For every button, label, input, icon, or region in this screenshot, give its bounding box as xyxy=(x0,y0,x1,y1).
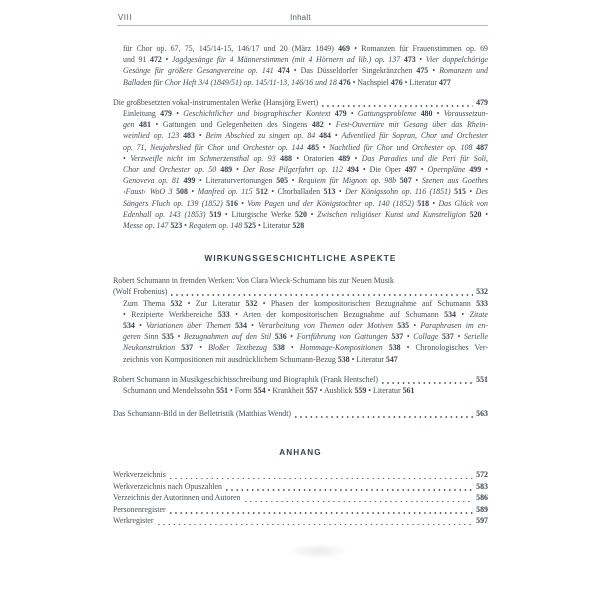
toc-entry xyxy=(113,408,488,419)
toc-line: weinlied op. 123 483 • Beim Abschied zu singen op. 84 484 • Adventlied für Sopran, Chor und Orchester xyxy=(123,131,488,141)
appendix-entry xyxy=(113,492,488,504)
toc-line: Messe op. 147 523 • Requiem op. 148 525 • Literatur 528 xyxy=(123,221,305,231)
dot-leader xyxy=(226,489,473,491)
toc-line: Edenhall op. 143 (1853) 519 • Liturgische Werke 520 • Zwischen religiöser Kunst und Kunstreligion 520 • xyxy=(123,209,488,219)
toc-entry xyxy=(113,286,488,297)
entry-page-number: 479 xyxy=(476,97,488,107)
entry-page-number: 563 xyxy=(476,409,488,419)
entry-title: Robert Schumann in Musikgeschichtsschreibung und Biographik (Frank Hentschel) xyxy=(113,374,378,384)
entry-page-number: 589 xyxy=(476,504,488,514)
appendix-entry xyxy=(113,469,488,481)
entry-title: Die großbesetzten vokal-instrumentalen Werke (Hansjörg Ewert) xyxy=(113,97,319,107)
toc-line: geren Sinn 535 • Bezugnahmen auf den Stil 536 • Fortführung von Gattungen 537 • Collage 537 • Serielle xyxy=(123,332,488,342)
entry-page-number: 532 xyxy=(476,287,488,297)
dot-leader xyxy=(158,524,474,526)
toc-section xyxy=(113,374,488,396)
dot-leader xyxy=(245,501,474,503)
page-shadow xyxy=(288,543,348,559)
toc-sections xyxy=(113,43,488,527)
toc-section xyxy=(113,275,488,365)
running-header xyxy=(113,13,488,22)
entry-page-number: 586 xyxy=(476,493,488,503)
toc-line: Chor und Orchester op. 50 489 • Der Rose Pilgerfahrt op. 112 494 • Die Oper 497 • Opernpläne 499 • xyxy=(123,165,488,175)
toc-line: gen 481 • Gattungen und Gelegenheiten des Singens 482 • Fest-Ouvertüre mit Gesang über das Rhein- xyxy=(123,120,488,130)
entry-title: Werkregister xyxy=(113,516,154,526)
appendix-entry xyxy=(113,504,488,516)
toc-line: • Verzweifle nicht im Schmerzensthal op. 93 488 • Oratorien 489 • Das Paradies und die Peri für Soli, xyxy=(123,153,489,163)
page-content xyxy=(113,0,488,527)
dot-leader xyxy=(382,382,473,384)
entry-title: (Wolf Frobenius) xyxy=(113,287,168,297)
section-heading: WIRKUNGSGESCHICHTLICHE ASPEKTE xyxy=(204,254,397,264)
toc-line: und 91 472 • Jagdgesänge für 4 Männerstimmen (mit 4 Hörnern ad lib.) op. 137 473 • Vier doppelchörige xyxy=(123,55,488,65)
section-heading: ANHANG xyxy=(279,448,322,458)
toc-line: Einleitung 479 • Geschichtlicher und biographischer Kontext 479 • Gattungsprobleme 480 • Voraussetzun- xyxy=(123,109,488,119)
appendix-entry xyxy=(113,481,488,493)
entry-page-number: 597 xyxy=(476,516,488,526)
toc-line: 534 • Variationen über Themen 534 • Verarbeitung von Themen oder Motiven 535 • Paraphrasen im en- xyxy=(123,321,488,331)
toc-entry xyxy=(113,374,488,385)
toc-entry xyxy=(113,97,488,108)
dot-leader xyxy=(170,478,473,480)
appendix-entry xyxy=(113,515,488,527)
dot-leader xyxy=(170,512,474,514)
dot-leader xyxy=(295,416,473,418)
toc-line: Schumann und Mendelssohn 551 • Form 554 • Krankheit 557 • Ausblick 559 • Literatur 561 xyxy=(123,386,415,396)
toc-section xyxy=(113,408,488,419)
toc-line: Sängers Fluch op. 139 (1852) 516 • Vom Pagen und der Königstochter op. 140 (1852) 518 • Das Glück von xyxy=(123,198,488,208)
toc-section xyxy=(113,97,488,231)
dot-leader xyxy=(322,105,473,107)
entry-page-number: 583 xyxy=(476,481,488,491)
header-rule xyxy=(117,25,488,26)
entry-title: Das Schumann-Bild in der Belletristik (Matthias Wendt) xyxy=(113,409,292,419)
toc-section xyxy=(113,43,488,88)
entry-title: Personenregister xyxy=(113,504,166,514)
toc-line: Genoveva op. 81 499 • Literaturvertonungen 505 • Requiem für Mignon op. 98b 507 • Szenen aus Goethes xyxy=(123,176,488,186)
toc-line: ›Faust‹ WoO 3 508 • Manfred op. 115 512 • Chorballaden 513 • Der Königssohn op. 116 (1851) 515 • Des xyxy=(123,187,488,197)
entry-page-number: 551 xyxy=(476,374,488,384)
toc-line: Zum Thema 532 • Zur Literatur 532 • Phasen der kompositorischen Bezugnahme auf Schumann 533 xyxy=(123,298,488,308)
entry-title: Werkverzeichnis xyxy=(113,470,166,480)
toc-line: op. 71, Neujahrslied für Chor und Orchester op. 144 485 • Nachtlied für Chor und Orchester op. 108 487 xyxy=(123,142,488,152)
toc-line: Balladen für Chor Heft 3/4 (1849/51) op. 145/11-13, 146/16 und 18 476 • Nachspiel 476 • Literatur 477 xyxy=(123,77,451,87)
toc-line: Gesänge für größere Gesangvereine op. 141 474 • Das Düsseldorfer Singekränzchen 475 • Romanzen und xyxy=(123,66,488,76)
entry-page-number: 572 xyxy=(476,470,488,480)
dot-leader xyxy=(171,294,473,296)
entry-title: Verzeichnis der Autorinnen und Autoren xyxy=(113,493,241,503)
page-folio: VIII xyxy=(118,13,133,22)
toc-line: • Rezipierte Werkbereiche 533 • Arten der kompositorischen Bezugnahme auf Schumann 534 • Zitate xyxy=(123,309,488,319)
toc-line: zeichnis von Kompositionen mit ausdrücklichem Schumann-Bezug 538 • Literatur 547 xyxy=(123,354,398,364)
toc-line: für Chor op. 67, 75, 145/14-15, 146/17 und 20 (März 1849) 469 • Romanzen für Frauenstimmen op. 69 xyxy=(123,44,488,53)
entry-title: Robert Schumann in fremden Werken: Von Clara Wieck-Schumann bis zur Neuen Musik xyxy=(113,276,394,286)
entry-title: Werkverzeichnis nach Opuszahlen xyxy=(113,481,222,491)
toc-section xyxy=(113,469,488,527)
running-title: Inhalt xyxy=(290,13,311,22)
toc-line: Neukonstruktion 537 • Bloßer Textbezug 538 • Hommage-Kompositionen 538 • Chronologisches Ver- xyxy=(123,343,488,353)
